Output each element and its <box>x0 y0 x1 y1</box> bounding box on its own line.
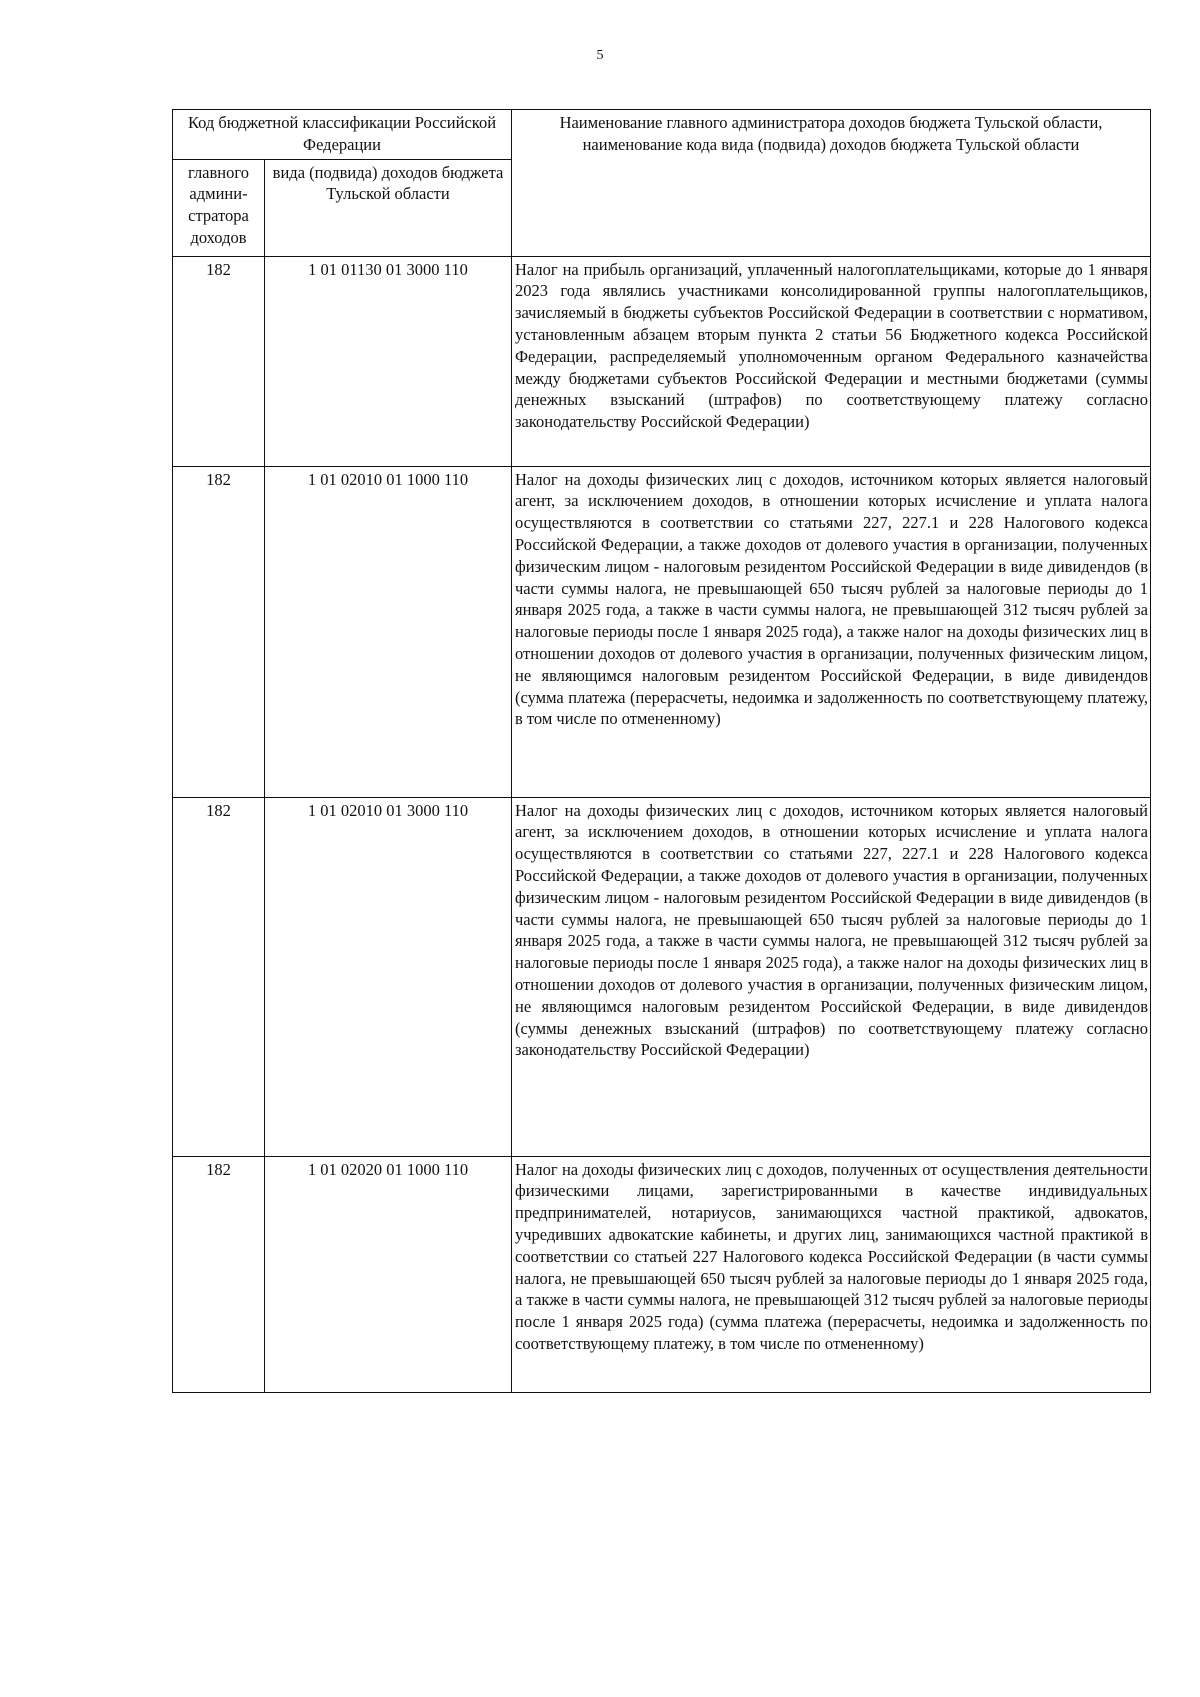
table-row <box>173 1156 1151 1392</box>
header-income-type-code: вида (подвида) доходов бюджета Тульской области <box>265 159 512 256</box>
table-row <box>173 797 1151 1156</box>
page-number: 5 <box>596 48 604 63</box>
admin-code-cell: 182 <box>173 1156 265 1392</box>
header-administrator-name: Наименование главного администратора доходов бюджета Тульской области, наименование кода вида (подвида) доходов бюджета Тульской области <box>512 110 1151 257</box>
income-code-cell: 1 01 01130 01 3000 110 <box>265 256 512 466</box>
table-row <box>173 466 1151 797</box>
table-row <box>173 256 1151 466</box>
income-name-cell: Налог на доходы физических лиц с доходов, источником которых является налоговый агент, за исключением доходов, в отношении которых исчисление и уплата налога осуществляются в соответствии со статьями 227, 227.1 и 228 Налогового кодекса Российской Федерации, а также доходов от долевого участия в организации, полученных физическим лицом - налоговым резидентом Российской Федерации в виде дивидендов (в части суммы налога, не превышающей 650 тысяч рублей за налоговые периоды до 1 января 2025 года, а также в части суммы налога, не превышающей 312 тысяч рублей за налоговые периоды после 1 января 2025 года), а также налог на доходы физических лиц в отношении доходов от долевого участия в организации, полученных физическим лицом, не являющимся налоговым резидентом Российской Федерации, в виде дивидендов (суммы денежных взысканий (штрафов) по соответствующему платежу согласно законодательству Российской Федерации) <box>512 797 1151 1156</box>
income-code-cell: 1 01 02010 01 3000 110 <box>265 797 512 1156</box>
income-code-cell: 1 01 02010 01 1000 110 <box>265 466 512 797</box>
admin-code-cell: 182 <box>173 797 265 1156</box>
header-admin-code: главного админи-стратора доходов <box>173 159 265 256</box>
table-header-row <box>173 110 1151 160</box>
header-budget-code: Код бюджетной классификации Российской Федерации <box>173 110 512 160</box>
admin-code-cell: 182 <box>173 466 265 797</box>
admin-code-cell: 182 <box>173 256 265 466</box>
income-name-cell: Налог на прибыль организаций, уплаченный налогоплательщиками, которые до 1 января 2023 года являлись участниками консолидированной группы налогоплательщиков, зачисляемый в бюджеты субъектов Российской Федерации в соответствии с нормативом, установленным абзацем вторым пункта 2 статьи 56 Бюджетного кодекса Российской Федерации, распределяемый уполномоченным органом Федерального казначейства между бюджетами субъектов Российской Федерации и местными бюджетами (суммы денежных взысканий (штрафов) по соответствующему платежу согласно законодательству Российской Федерации) <box>512 256 1151 466</box>
income-code-cell: 1 01 02020 01 1000 110 <box>265 1156 512 1392</box>
income-name-cell: Налог на доходы физических лиц с доходов, полученных от осуществления деятельности физическими лицами, зарегистрированными в качестве индивидуальных предпринимателей, нотариусов, занимающихся частной практикой, адвокатов, учредивших адвокатские кабинеты, и других лиц, занимающихся частной практикой в соответствии со статьей 227 Налогового кодекса Российской Федерации (в части суммы налога, не превышающей 650 тысяч рублей за налоговые периоды до 1 января 2025 года, а также в части суммы налога, не превышающей 312 тысяч рублей за налоговые периоды после 1 января 2025 года) (сумма платежа (перерасчеты, недоимка и задолженность по соответствующему платежу, в том числе по отмененному) <box>512 1156 1151 1392</box>
income-name-cell: Налог на доходы физических лиц с доходов, источником которых является налоговый агент, за исключением доходов, в отношении которых исчисление и уплата налога осуществляются в соответствии со статьями 227, 227.1 и 228 Налогового кодекса Российской Федерации, а также доходов от долевого участия в организации, полученных физическим лицом - налоговым резидентом Российской Федерации в виде дивидендов (в части суммы налога, не превышающей 650 тысяч рублей за налоговые периоды до 1 января 2025 года, а также в части суммы налога, не превышающей 312 тысяч рублей за налоговые периоды после 1 января 2025 года), а также налог на доходы физических лиц в отношении доходов от долевого участия в организации, полученных физическим лицом, не являющимся налоговым резидентом Российской Федерации, в виде дивидендов (сумма платежа (перерасчеты, недоимка и задолженность по соответствующему платежу, в том числе по отмененному) <box>512 466 1151 797</box>
budget-classification-table <box>172 109 1151 1393</box>
